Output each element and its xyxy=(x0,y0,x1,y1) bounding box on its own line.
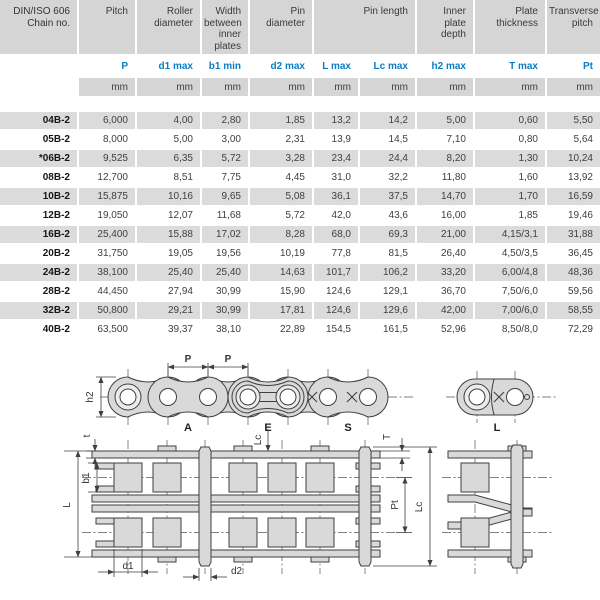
value-cell: 38,100 xyxy=(79,264,135,281)
chain-no-cell: 24B-2 xyxy=(0,264,77,281)
chain-no-cell: 20B-2 xyxy=(42,248,70,259)
unit-mm: mm xyxy=(79,78,135,96)
value-cell: 14,70 xyxy=(417,188,473,205)
connecting-pin xyxy=(359,447,371,566)
symbol-b1-min: b1 min xyxy=(202,56,248,76)
value-cell: 124,6 xyxy=(314,302,358,319)
dim-label-pitch: P xyxy=(224,354,232,365)
value-cell: 72,29 xyxy=(567,324,593,335)
dim-label-d2: d2 xyxy=(231,566,243,577)
value-cell: 31,0 xyxy=(331,172,351,183)
value-cell: 1,30 xyxy=(475,150,545,167)
value-cell: 15,90 xyxy=(279,286,305,297)
value-cell: 0,80 xyxy=(518,134,538,145)
value-cell: 1,70 xyxy=(475,188,545,205)
value-cell: 3,00 xyxy=(221,134,241,145)
value-cell: 101,7 xyxy=(314,264,358,281)
corner-header xyxy=(0,0,77,54)
value-cell: 8,28 xyxy=(250,226,312,243)
value-cell: 8,51 xyxy=(173,172,193,183)
value-cell: 8,50/8,0 xyxy=(501,324,538,335)
value-cell: 52,96 xyxy=(440,324,466,335)
symbol-row-spacer xyxy=(0,56,77,76)
value-cell: 16,00 xyxy=(440,210,466,221)
chain-no-cell: 08B-2 xyxy=(42,172,70,183)
cranked-link-front-view xyxy=(442,440,552,574)
value-cell: 5,72 xyxy=(202,150,248,167)
value-cell: 11,68 xyxy=(216,210,241,221)
value-cell: 26,40 xyxy=(440,248,466,259)
value-cell: 0,60 xyxy=(475,112,545,129)
value-cell: 69,3 xyxy=(360,226,415,243)
value-cell: 21,00 xyxy=(417,226,473,243)
value-cell: 161,5 xyxy=(382,324,408,335)
symbol-h2-max: h2 max xyxy=(417,56,473,76)
value-cell: 154,5 xyxy=(325,324,351,335)
value-cell: 8,000 xyxy=(102,134,128,145)
link-label-s: S xyxy=(344,422,352,434)
link-label-a: A xyxy=(184,422,192,434)
value-cell: 106,2 xyxy=(360,264,415,281)
value-cell: 31,750 xyxy=(97,248,128,259)
value-cell: 19,050 xyxy=(97,210,128,221)
value-cell: 1,60 xyxy=(518,172,538,183)
unit-mm: mm xyxy=(137,78,200,96)
value-cell: 29,21 xyxy=(137,302,200,319)
value-cell: 37,5 xyxy=(360,188,415,205)
col-header-plate-depth: Inner plate depth xyxy=(417,0,473,54)
value-cell: 4,50/3,5 xyxy=(501,248,538,259)
chain-no-cell: 40B-2 xyxy=(42,324,70,335)
value-cell: 16,59 xyxy=(547,188,600,205)
value-cell: 13,2 xyxy=(314,112,358,129)
value-cell: 2,31 xyxy=(285,134,305,145)
value-cell: 12,700 xyxy=(97,172,128,183)
value-cell: 8,20 xyxy=(417,150,473,167)
value-cell: 6,00/4,8 xyxy=(475,264,545,281)
unit-row-spacer xyxy=(0,78,77,96)
col-header-roller-diameter: Roller diameter xyxy=(137,0,200,54)
value-cell: 63,500 xyxy=(97,324,128,335)
value-cell: 7,50/6,0 xyxy=(501,286,538,297)
unit-mm: mm xyxy=(475,78,545,96)
dim-label-Lc: Lc xyxy=(414,501,425,513)
chain-front-view xyxy=(62,429,437,581)
value-cell: 81,5 xyxy=(388,248,408,259)
value-cell: 10,24 xyxy=(547,150,600,167)
value-cell: 24,4 xyxy=(360,150,415,167)
table-gap xyxy=(0,98,600,110)
value-cell: 124,6 xyxy=(325,286,351,297)
value-cell: 25,40 xyxy=(202,264,248,281)
value-cell: 129,6 xyxy=(360,302,415,319)
chain-drawings xyxy=(0,350,600,600)
symbol-L-max: L max xyxy=(314,56,358,76)
value-cell: 5,00 xyxy=(417,112,473,129)
chain-no-cell: 10B-2 xyxy=(0,188,77,205)
value-cell: 50,800 xyxy=(79,302,135,319)
unit-mm: mm xyxy=(417,78,473,96)
value-cell: 17,81 xyxy=(250,302,312,319)
value-cell: 7,00/6,0 xyxy=(475,302,545,319)
value-cell: 14,2 xyxy=(360,112,415,129)
dim-label-T: T xyxy=(382,433,393,441)
value-cell: 36,70 xyxy=(440,286,466,297)
chain-no-cell: 16B-2 xyxy=(0,226,77,243)
value-cell: 6,35 xyxy=(137,150,200,167)
chain-side-view xyxy=(85,354,415,434)
value-cell: 10,19 xyxy=(279,248,305,259)
value-cell: 30,99 xyxy=(202,302,248,319)
value-cell: 48,36 xyxy=(547,264,600,281)
value-cell: 2,80 xyxy=(202,112,248,129)
unit-mm: mm xyxy=(202,78,248,96)
connecting-pin xyxy=(199,447,211,566)
value-cell: 11,80 xyxy=(441,172,466,183)
value-cell: 23,4 xyxy=(314,150,358,167)
value-cell: 59,56 xyxy=(567,286,593,297)
value-cell: 7,10 xyxy=(446,134,466,145)
value-cell: 19,56 xyxy=(215,248,241,259)
value-cell: 9,65 xyxy=(202,188,248,205)
value-cell: 7,75 xyxy=(221,172,241,183)
value-cell: 13,92 xyxy=(567,172,593,183)
dim-label-L: L xyxy=(62,502,73,508)
chain-no-label: Chain no. xyxy=(27,17,70,29)
value-cell: 22,89 xyxy=(279,324,305,335)
value-cell: 58,55 xyxy=(547,302,600,319)
value-cell: 77,8 xyxy=(331,248,351,259)
cranked-link-side-view xyxy=(446,371,556,434)
value-cell: 10,16 xyxy=(137,188,200,205)
value-cell: 4,00 xyxy=(137,112,200,129)
standard-label: DIN/ISO 606 xyxy=(13,6,70,17)
unit-mm: mm xyxy=(547,78,600,96)
value-cell: 19,46 xyxy=(567,210,593,221)
value-cell: 14,5 xyxy=(388,134,408,145)
value-cell: 13,9 xyxy=(331,134,351,145)
col-header-pin-diameter: Pin diameter xyxy=(250,0,312,54)
value-cell: 43,6 xyxy=(388,210,408,221)
value-cell: 4,15/3,1 xyxy=(475,226,545,243)
col-header-inner-width: Width between inner plates xyxy=(202,0,248,54)
dim-label-h2: h2 xyxy=(85,391,96,403)
value-cell: 30,99 xyxy=(215,286,241,297)
value-cell: 32,2 xyxy=(388,172,408,183)
symbol-d2-max: d2 max xyxy=(250,56,312,76)
dim-label-t: t xyxy=(82,434,93,438)
connecting-pin xyxy=(511,445,523,568)
value-cell: 3,28 xyxy=(250,150,312,167)
value-cell: 5,50 xyxy=(547,112,600,129)
value-cell: 25,40 xyxy=(137,264,200,281)
symbol-Lc-max: Lc max xyxy=(360,56,415,76)
value-cell: 5,72 xyxy=(285,210,305,221)
value-cell: 27,94 xyxy=(167,286,193,297)
unit-mm: mm xyxy=(250,78,312,96)
value-cell: 129,1 xyxy=(382,286,408,297)
chain-no-cell: 05B-2 xyxy=(42,134,70,145)
chain-no-cell: 12B-2 xyxy=(42,210,70,221)
value-cell: 36,45 xyxy=(567,248,593,259)
dim-label-Pt: Pt xyxy=(390,500,401,510)
value-cell: 15,875 xyxy=(79,188,135,205)
dim-label-Lc-top: Lc xyxy=(253,434,264,446)
value-cell: 9,525 xyxy=(79,150,135,167)
value-cell: 14,63 xyxy=(250,264,312,281)
col-header-pitch: Pitch xyxy=(79,0,135,54)
value-cell: 31,88 xyxy=(547,226,600,243)
chain-no-cell: *06B-2 xyxy=(0,150,77,167)
symbol-P: P xyxy=(79,56,135,76)
value-cell: 42,0 xyxy=(331,210,351,221)
value-cell: 1,85 xyxy=(518,210,538,221)
value-cell: 5,08 xyxy=(250,188,312,205)
col-header-pin-length: Pin length xyxy=(314,0,415,54)
col-header-transverse-pitch: Transverse pitch xyxy=(547,0,600,54)
value-cell: 5,00 xyxy=(173,134,193,145)
chain-no-cell: 32B-2 xyxy=(0,302,77,319)
value-cell: 17,02 xyxy=(202,226,248,243)
value-cell: 6,000 xyxy=(79,112,135,129)
unit-mm: mm xyxy=(360,78,415,96)
value-cell: 36,1 xyxy=(314,188,358,205)
dim-label-b1: b1 xyxy=(81,472,92,484)
chain-no-cell: 04B-2 xyxy=(0,112,77,129)
value-cell: 15,88 xyxy=(137,226,200,243)
value-cell: 4,45 xyxy=(285,172,305,183)
link-label-l: L xyxy=(493,422,501,434)
dim-label-pitch: P xyxy=(184,354,192,365)
col-header-plate-thickness: Plate thickness xyxy=(475,0,545,54)
dim-label-d1: d1 xyxy=(122,561,134,572)
value-cell: 39,37 xyxy=(167,324,193,335)
symbol-d1-max: d1 max xyxy=(137,56,200,76)
value-cell: 42,00 xyxy=(417,302,473,319)
value-cell: 19,05 xyxy=(167,248,193,259)
symbol-Pt: Pt xyxy=(547,56,600,76)
value-cell: 5,64 xyxy=(573,134,593,145)
value-cell: 33,20 xyxy=(417,264,473,281)
unit-mm: mm xyxy=(314,78,358,96)
value-cell: 12,07 xyxy=(167,210,193,221)
chain-no-cell: 28B-2 xyxy=(42,286,70,297)
value-cell: 68,0 xyxy=(314,226,358,243)
value-cell: 44,450 xyxy=(97,286,128,297)
symbol-T-max: T max xyxy=(475,56,545,76)
value-cell: 38,10 xyxy=(215,324,241,335)
value-cell: 25,400 xyxy=(79,226,135,243)
value-cell: 1,85 xyxy=(250,112,312,129)
link-label-e: E xyxy=(264,422,272,434)
